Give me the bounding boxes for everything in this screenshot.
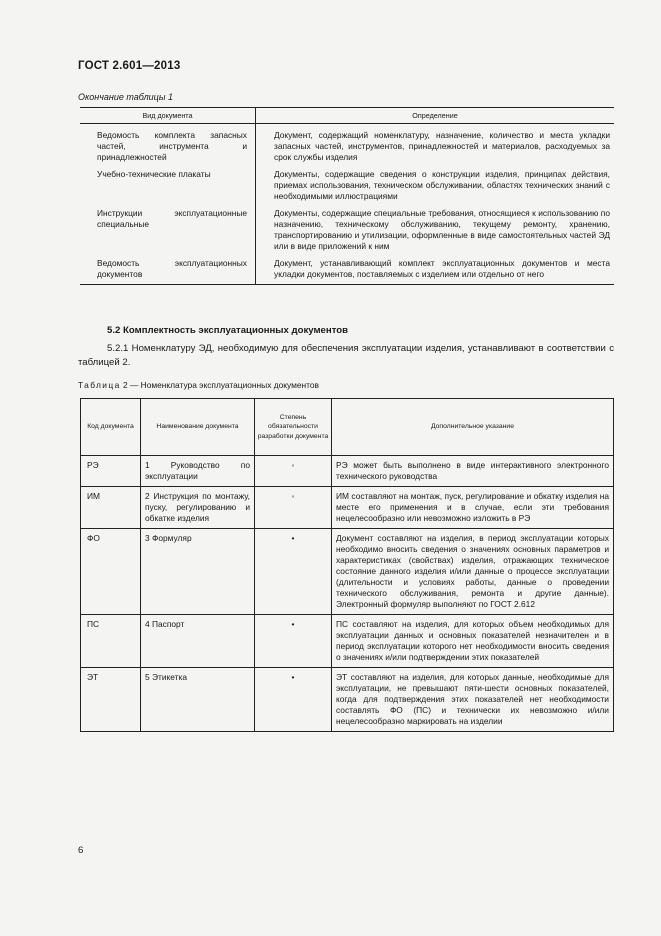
table2-cell-note: ПС составляют на изделия, для которых объем необходимых для эксплуатации данных и основных показателей незначителен и в период эксплуатации которого нет необходимости вносить сведения о значениях и/или подтверждении этих показателей: [332, 615, 614, 668]
table1-caption: Окончание таблицы 1: [78, 92, 173, 102]
table-row: [80, 252, 614, 285]
table2-header-row: [81, 399, 614, 456]
table2-header-code: Код документа: [81, 399, 141, 456]
table2-cell-note: Документ составляют на изделия, в период эксплуатации которых необходимо вносить сведения о значениях основных параметров и характеристиках (свойствах) изделия, отражающих техническое состояние данного изделия и/или данные о процессе эксплуатации (длительности и условиях работы, данные о проведении технического обслуживания, ремонта и другие данные). Электронный формуляр выполняют по ГОСТ 2.612: [332, 529, 614, 615]
table-row: [80, 163, 614, 202]
table2-cell-degree: •: [255, 668, 332, 732]
table2-cell-name: 1 Руководство по эксплуатации: [141, 456, 255, 487]
table1-header-definition: Определение: [256, 108, 615, 124]
table1-cell-definition: Документ, устанавливающий комплект эксплуатационных документов и места укладки документов, поставляемых с изделием или отдельно от него: [256, 252, 615, 285]
table2-cell-code: РЭ: [81, 456, 141, 487]
table1-cell-definition: Документы, содержащие сведения о конструкции изделия, принципах действия, приемах использования, техническом обслуживании, областях технических знаний с необходимыми иллюстрациями: [274, 169, 610, 201]
table-row: [81, 668, 614, 732]
section-heading: 5.2 Комплектность эксплуатационных документов: [107, 325, 349, 336]
table-row: [81, 456, 614, 487]
table2-cell-name: 2 Инструкция по монтажу, пуску, регулированию и обкатке изделия: [141, 487, 255, 529]
table2-caption: [78, 380, 319, 390]
table2-cell-code: ФО: [81, 529, 141, 615]
table1-cell-definition: Документы, содержащие специальные требования, относящиеся к использованию по назначению, техническому обслуживанию, текущему ремонту, хранению, транспортированию и утилизации, оформленные в виде самостоятельных частей ЭД или в виде приложений к ним: [274, 208, 610, 251]
table2-cell-degree: •: [255, 529, 332, 615]
table2-cell-name: 5 Этикетка: [141, 668, 255, 732]
table2-cell-name: 3 Формуляр: [141, 529, 255, 615]
table2-cell-note: ЭТ составляют на изделия, для которых данные, необходимые для эксплуатации, не превышают пяти-шести основных показателей, когда для подтверждения этих показателей нет необходимости составлять ФО (ПС) и технически их невозможно и/или нецелесообразно маркировать на изделии: [332, 668, 614, 732]
table2: [80, 398, 614, 732]
table1-cell-type: Ведомость эксплуатационных документов: [80, 252, 256, 285]
table-row: [80, 202, 614, 252]
table1-header-row: [80, 108, 614, 124]
table2-cell-code: ИМ: [81, 487, 141, 529]
table2-cell-note: РЭ может быть выполнено в виде интерактивного электронного технического руководства: [332, 456, 614, 487]
table1-header-type: Вид документа: [80, 108, 256, 124]
standard-title: ГОСТ 2.601—2013: [78, 60, 181, 72]
table1-cell-type: Ведомость комплекта запасных частей, инструмента и принадлежностей: [80, 124, 256, 164]
table2-cell-name: 4 Паспорт: [141, 615, 255, 668]
table2-cell-degree: •: [255, 615, 332, 668]
table2-cell-degree: ◦: [255, 456, 332, 487]
table-row: [80, 124, 614, 164]
page-number: 6: [78, 845, 84, 856]
section-paragraph: 5.2.1 Номенклатуру ЭД, необходимую для обеспечения эксплуатации изделия, устанавливают в соответствии с таблицей 2.: [78, 343, 614, 368]
table2-cell-code: ЭТ: [81, 668, 141, 732]
table1-cell-type: Учебно-технические плакаты: [80, 163, 256, 202]
table-row: [81, 487, 614, 529]
table-row: [81, 529, 614, 615]
table2-header-note: Дополнительное указание: [332, 399, 614, 456]
table2-header-name: Наименование документа: [141, 399, 255, 456]
table2-caption-text: 2 — Номенклатура эксплуатационных документов: [122, 380, 319, 390]
table-row: [81, 615, 614, 668]
table1-cell-definition: Документ, содержащий номенклатуру, назначение, количество и места укладки запасных частей, инструментов, принадлежностей и материалов, расходуемых за срок службы изделия: [274, 130, 610, 162]
table1: [80, 107, 614, 285]
table2-cell-degree: ◦: [255, 487, 332, 529]
table2-cell-code: ПС: [81, 615, 141, 668]
table1-cell-type: Инструкции эксплуатационные специальные: [80, 202, 256, 252]
table2-cell-note: ИМ составляют на монтаж, пуск, регулирование и обкатку изделия на месте его применения и в случае, если эти требования нецелесообразно или невозможно изложить в РЭ: [332, 487, 614, 529]
table2-header-degree: Степень обязательности разработки документа: [255, 399, 332, 456]
table2-caption-label: Таблица: [78, 380, 121, 390]
